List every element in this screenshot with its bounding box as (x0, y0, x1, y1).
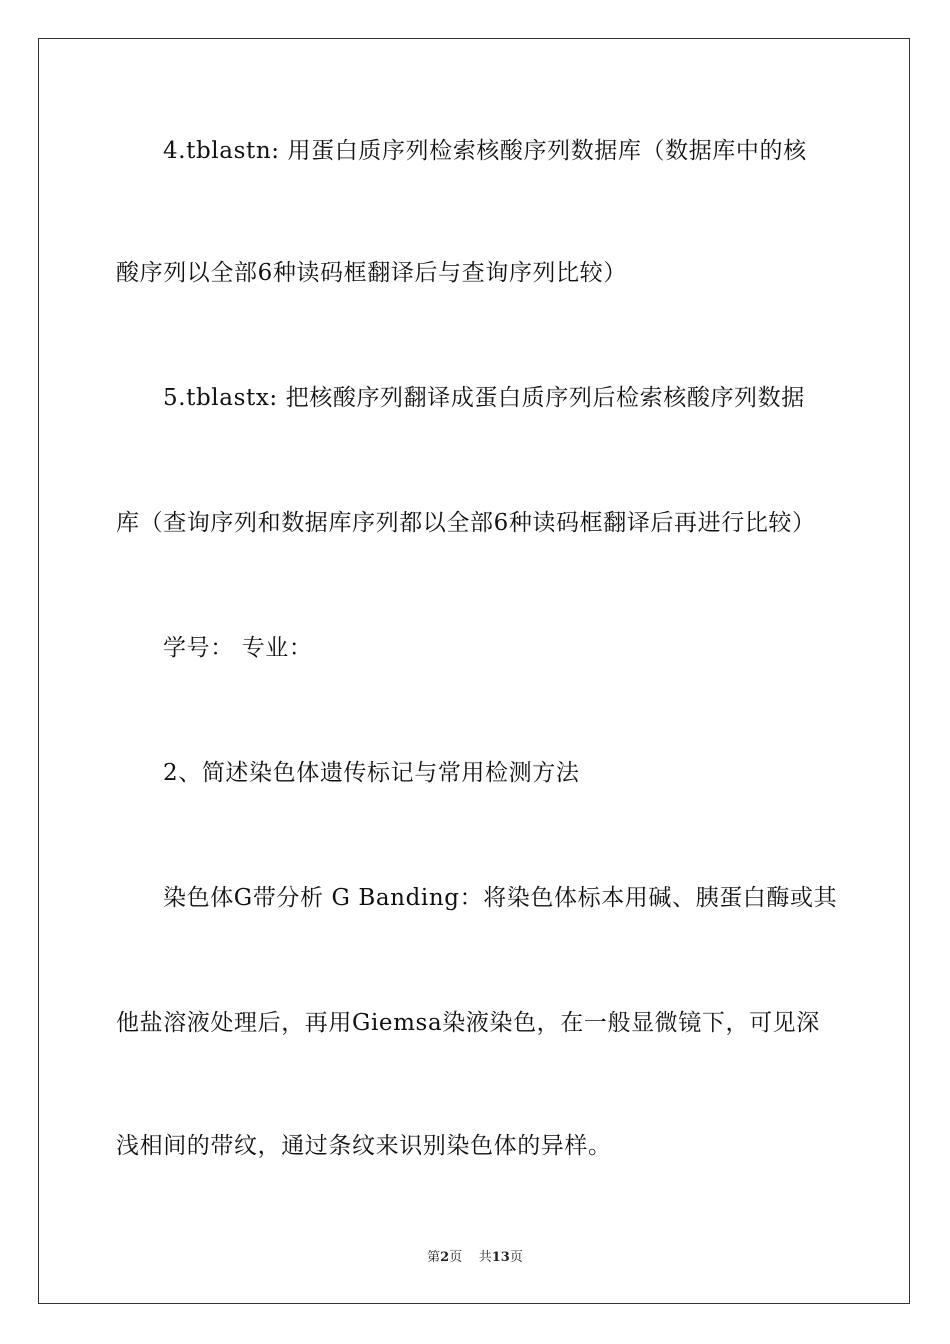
paragraph-gbanding-line-1: 染色体G带分析 G Banding：将染色体标本用碱、胰蛋白酶或其 (163, 885, 838, 911)
paragraph-tblastn-line-1: 4.tblastn: 用蛋白质序列检索核酸序列数据库（数据库中的核 (163, 138, 807, 164)
question-heading: 2、简述染色体遗传标记与常用检测方法 (163, 760, 580, 786)
total-label-prefix: 共 (478, 1250, 492, 1265)
page-label-prefix: 第 (427, 1250, 441, 1265)
student-id-major-line: 学号： 专业： (163, 635, 313, 661)
page-label-suffix: 页 (449, 1250, 463, 1265)
total-label-suffix: 页 (509, 1250, 523, 1265)
paragraph-tblastx-line-1: 5.tblastx: 把核酸序列翻译成蛋白质序列后检索核酸序列数据 (163, 385, 805, 411)
paragraph-gbanding-line-2: 他盐溶液处理后，再用Giemsa染液染色，在一般显微镜下，可见深 (116, 1010, 820, 1036)
paragraph-tblastn-line-2: 酸序列以全部6种读码框翻译后与查询序列比较） (116, 260, 627, 286)
page-border (38, 38, 910, 1304)
page-footer (0, 1246, 950, 1265)
current-page-number: 2 (440, 1250, 450, 1265)
paragraph-gbanding-line-3: 浅相间的带纹，通过条纹来识别染色体的异样。 (116, 1133, 612, 1159)
paragraph-tblastx-line-2: 库（查询序列和数据库序列都以全部6种读码框翻译后再进行比较） (116, 510, 816, 536)
total-page-count: 13 (491, 1250, 510, 1265)
